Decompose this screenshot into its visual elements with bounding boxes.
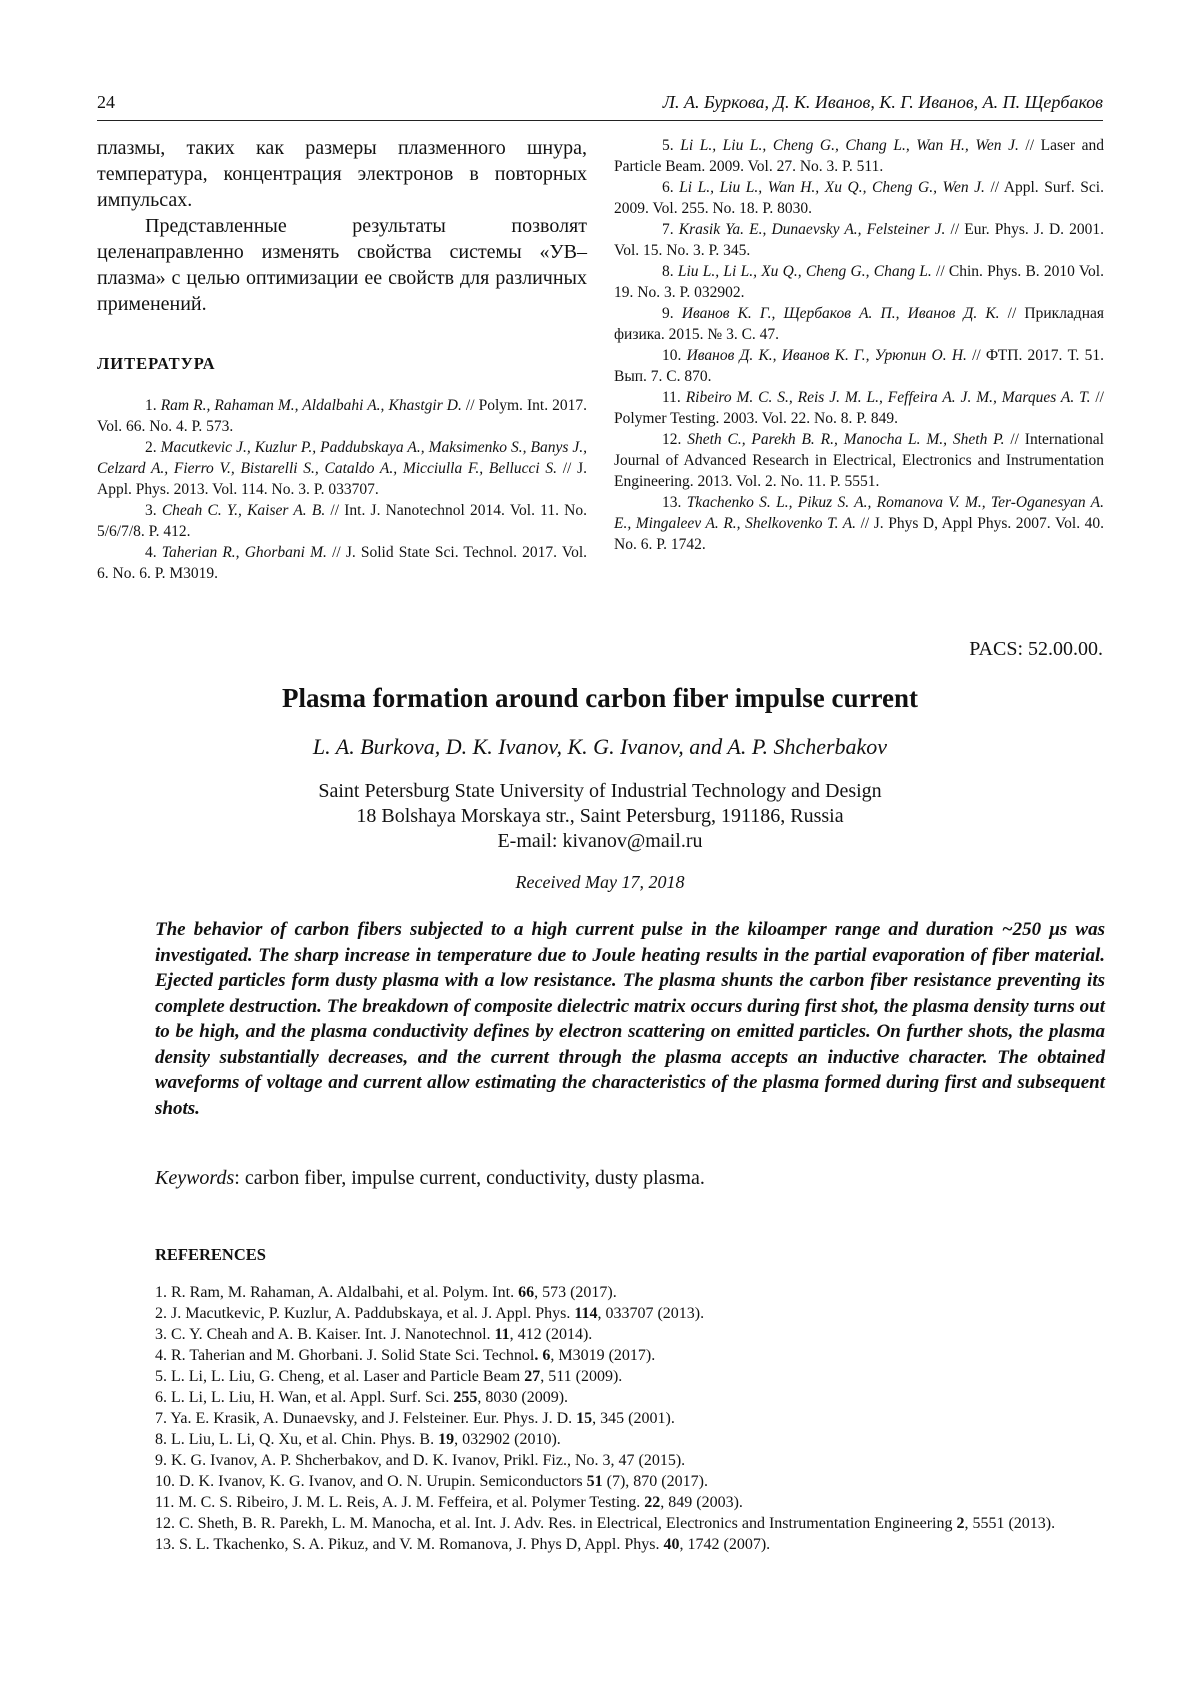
- keywords-text: : carbon fiber, impulse current, conductivity, dusty plasma.: [234, 1167, 705, 1189]
- reference-source: // ФТП. 2017. Т. 51. Вып. 7. С. 870.: [614, 347, 1104, 385]
- reference-en-item: [155, 1408, 1105, 1429]
- reference-pages: , 032902 (2010).: [454, 1431, 561, 1448]
- reference-ru-item: [614, 219, 1104, 261]
- reference-ru-item: [97, 437, 587, 500]
- reference-authors: Macutkevic J., Kuzlur P., Paddubskaya A., Maksimenko S., Banys J., Celzard A., Fierro V., Bistarelli S., Cataldo A., Micciulla F., Bellucci S.: [97, 439, 587, 477]
- reference-pages: , 412 (2014).: [510, 1326, 593, 1343]
- reference-source: // Laser and Particle Beam. 2009. Vol. 27. No. 3. P. 511.: [614, 137, 1104, 175]
- reference-authors: Tkachenko S. L., Pikuz S. A., Romanova V. M., Ter-Oganesyan A. E., Mingaleev A. R., Shelkovenko T. A.: [614, 494, 1104, 532]
- body-paragraph-2: Представленные результаты позволят целенаправленно изменять свойства системы «УВ–плазма» с целью оптимизации ее свойств для различных применений.: [97, 213, 587, 317]
- reference-volume: 114: [574, 1305, 597, 1322]
- reference-number: 1.: [145, 397, 161, 414]
- reference-text: 13. S. L. Tkachenko, S. A. Pikuz, and V. M. Romanova, J. Phys D, Appl. Phys.: [155, 1536, 663, 1553]
- reference-text: 10. D. K. Ivanov, K. G. Ivanov, and O. N. Urupin. Semiconductors: [155, 1473, 587, 1490]
- reference-ru-item: [97, 542, 587, 584]
- reference-source: // J. Appl. Phys. 2013. Vol. 114. No. 3. P. 033707.: [97, 460, 587, 498]
- body-paragraph-1: плазмы, таких как размеры плазменного шнура, температура, концентрация электронов в повторных импульсах.: [97, 135, 587, 213]
- affiliation-line-2: 18 Bolshaya Morskaya str., Saint Petersburg, 191186, Russia: [0, 804, 1200, 829]
- reference-en-item: [155, 1513, 1105, 1534]
- reference-authors: Liu L., Li L., Xu Q., Cheng G., Chang L.: [678, 263, 932, 280]
- reference-text: 5. L. Li, L. Liu, G. Cheng, et al. Laser and Particle Beam: [155, 1368, 524, 1385]
- reference-volume: . 6: [534, 1347, 550, 1364]
- abstract: The behavior of carbon fibers subjected to a high current pulse in the kiloamper range and duration ~250 μs was investigated. The sharp increase in temperature due to Joule heating results in the partial evaporation of fiber material. Ejected particles form dusty plasma with a low resistance. The plasma shunts the carbon fiber resistance preventing its complete destruction. The breakdown of composite dielectric matrix occurs during first shot, the plasma density turns out to be high, and the plasma conductivity defines by electron scattering on emitted particles. On further shots, the plasma density substantially decreases, and the current through the plasma accepts an inductive character. The obtained waveforms of voltage and current allow estimating the characteristics of the plasma formed during first and subsequent shots.: [155, 917, 1105, 1121]
- reference-text: 1. R. Ram, M. Rahaman, A. Aldalbahi, et al. Polym. Int.: [155, 1284, 518, 1301]
- reference-authors: Иванов К. Г., Щербаков А. П., Иванов Д. К.: [682, 305, 1000, 322]
- reference-en-item: [155, 1471, 1105, 1492]
- reference-pages: (7), 870 (2017).: [603, 1473, 708, 1490]
- reference-volume: 51: [587, 1473, 603, 1490]
- reference-volume: 11: [495, 1326, 510, 1343]
- paper-title: Plasma formation around carbon fiber impulse current: [0, 683, 1200, 714]
- reference-number: 2.: [145, 439, 161, 456]
- keywords: [155, 1167, 1105, 1190]
- reference-pages: , 345 (2001).: [592, 1410, 675, 1427]
- reference-en-item: [155, 1429, 1105, 1450]
- paper-authors: L. A. Burkova, D. K. Ivanov, K. G. Ivanov, and A. P. Shcherbakov: [0, 734, 1200, 760]
- reference-en-item: [155, 1534, 1105, 1555]
- reference-pages: , 1742 (2007).: [679, 1536, 770, 1553]
- reference-source: // Polym. Int. 2017. Vol. 66. No. 4. P. 573.: [97, 397, 587, 435]
- reference-ru-item: [97, 500, 587, 542]
- reference-number: 12.: [662, 431, 687, 448]
- reference-text: 7. Ya. E. Krasik, A. Dunaevsky, and J. Felsteiner. Eur. Phys. J. D.: [155, 1410, 576, 1427]
- reference-ru-item: [97, 395, 587, 437]
- reference-volume: 19: [438, 1431, 454, 1448]
- reference-source: // Chin. Phys. B. 2010 Vol. 19. No. 3. P. 032902.: [614, 263, 1104, 301]
- journal-page: [0, 0, 1200, 1698]
- reference-authors: Cheah C. Y., Kaiser A. B.: [162, 502, 325, 519]
- reference-authors: Krasik Ya. E., Dunaevsky A., Felsteiner J.: [679, 221, 946, 238]
- right-column: [614, 135, 1104, 555]
- reference-text: 3. C. Y. Cheah and A. B. Kaiser. Int. J. Nanotechnol.: [155, 1326, 495, 1343]
- reference-en-item: [155, 1366, 1105, 1387]
- reference-en-item: [155, 1450, 1105, 1471]
- reference-number: 5.: [662, 137, 680, 154]
- reference-pages: , M3019 (2017).: [550, 1347, 655, 1364]
- reference-volume: 15: [576, 1410, 592, 1427]
- reference-pages: , 8030 (2009).: [477, 1389, 568, 1406]
- reference-ru-item: [614, 345, 1104, 387]
- reference-pages: , 033707 (2013).: [597, 1305, 704, 1322]
- running-authors: Л. А. Буркова, Д. К. Иванов, К. Г. Иванов, А. П. Щербаков: [663, 92, 1103, 113]
- reference-ru-item: [614, 492, 1104, 555]
- reference-number: 6.: [662, 179, 679, 196]
- reference-number: 11.: [662, 389, 686, 406]
- running-header: [97, 92, 1103, 121]
- reference-en-item: [155, 1492, 1105, 1513]
- reference-number: 10.: [662, 347, 687, 364]
- reference-source: // J. Solid State Sci. Technol. 2017. Vol. 6. No. 6. P. M3019.: [97, 544, 587, 582]
- reference-volume: 40: [663, 1536, 679, 1553]
- literature-heading: ЛИТЕРАТУРА: [97, 351, 587, 377]
- reference-text: 2. J. Macutkevic, P. Kuzlur, A. Paddubskaya, et al. J. Appl. Phys.: [155, 1305, 574, 1322]
- references-en-list: [155, 1282, 1105, 1555]
- reference-text: 4. R. Taherian and M. Ghorbani. J. Solid State Sci. Technol: [155, 1347, 534, 1364]
- left-column: [97, 135, 587, 584]
- reference-en-item: [155, 1324, 1105, 1345]
- reference-number: 7.: [662, 221, 679, 238]
- reference-authors: Ribeiro M. C. S., Reis J. M. L., Feffeira A. J. M., Marques A. T.: [686, 389, 1091, 406]
- reference-ru-item: [614, 303, 1104, 345]
- reference-volume: 22: [644, 1494, 660, 1511]
- reference-en-item: [155, 1303, 1105, 1324]
- reference-number: 8.: [662, 263, 678, 280]
- reference-authors: Taherian R., Ghorbani M.: [162, 544, 327, 561]
- keywords-label: Keywords: [155, 1167, 234, 1189]
- reference-text: 12. C. Sheth, B. R. Parekh, L. M. Manocha, et al. Int. J. Adv. Res. in Electrical, Electronics and Instrumentation Engineering: [155, 1515, 956, 1532]
- reference-volume: 27: [524, 1368, 540, 1385]
- references-ru-list-left: [97, 395, 587, 584]
- reference-source: // Прикладная физика. 2015. № 3. С. 47.: [614, 305, 1104, 343]
- reference-number: 4.: [145, 544, 162, 561]
- reference-pages: , 5551 (2013).: [964, 1515, 1055, 1532]
- reference-en-item: [155, 1387, 1105, 1408]
- reference-source: // Polymer Testing. 2003. Vol. 22. No. 8. P. 849.: [614, 389, 1104, 427]
- reference-source: // Int. J. Nanotechnol 2014. Vol. 11. No. 5/6/7/8. P. 412.: [97, 502, 587, 540]
- reference-authors: Иванов Д. К., Иванов К. Г., Урюпин О. Н.: [687, 347, 967, 364]
- reference-authors: Ram R., Rahaman M., Aldalbahi A., Khastgir D.: [161, 397, 462, 414]
- email: E-mail: kivanov@mail.ru: [0, 829, 1200, 854]
- affiliation: [0, 779, 1200, 854]
- reference-authors: Sheth C., Parekh B. R., Manocha L. M., Sheth P.: [687, 431, 1004, 448]
- reference-ru-item: [614, 387, 1104, 429]
- reference-text: 9. K. G. Ivanov, A. P. Shcherbakov, and D. K. Ivanov, Prikl. Fiz., No. 3, 47 (2015).: [155, 1452, 685, 1469]
- reference-number: 13.: [662, 494, 687, 511]
- reference-volume: 255: [453, 1389, 477, 1406]
- reference-volume: 66: [518, 1284, 534, 1301]
- pacs-code: PACS: 52.00.00.: [969, 638, 1103, 661]
- reference-source: // International Journal of Advanced Research in Electrical, Electronics and Instrumentation Engineering. 2013. Vol. 2. No. 11. P. 5551.: [614, 431, 1104, 490]
- reference-ru-item: [614, 261, 1104, 303]
- reference-ru-item: [614, 135, 1104, 177]
- reference-pages: , 849 (2003).: [660, 1494, 743, 1511]
- reference-source: // Appl. Surf. Sci. 2009. Vol. 255. No. 18. P. 8030.: [614, 179, 1104, 217]
- reference-ru-item: [614, 177, 1104, 219]
- reference-number: 3.: [145, 502, 162, 519]
- references-heading: REFERENCES: [155, 1245, 266, 1265]
- references-ru-list-right: [614, 135, 1104, 555]
- reference-en-item: [155, 1345, 1105, 1366]
- reference-authors: Li L., Liu L., Cheng G., Chang L., Wan H., Wen J.: [680, 137, 1019, 154]
- reference-pages: , 573 (2017).: [534, 1284, 617, 1301]
- reference-text: 11. M. C. S. Ribeiro, J. M. L. Reis, A. J. M. Feffeira, et al. Polymer Testing.: [155, 1494, 644, 1511]
- reference-text: 8. L. Liu, L. Li, Q. Xu, et al. Chin. Phys. B.: [155, 1431, 438, 1448]
- reference-text: 6. L. Li, L. Liu, H. Wan, et al. Appl. Surf. Sci.: [155, 1389, 453, 1406]
- reference-ru-item: [614, 429, 1104, 492]
- reference-en-item: [155, 1282, 1105, 1303]
- page-number: 24: [97, 92, 115, 113]
- affiliation-line-1: Saint Petersburg State University of Industrial Technology and Design: [0, 779, 1200, 804]
- reference-authors: Li L., Liu L., Wan H., Xu Q., Cheng G., Wen J.: [679, 179, 985, 196]
- reference-number: 9.: [662, 305, 682, 322]
- reference-source: // Eur. Phys. J. D. 2001. Vol. 15. No. 3. P. 345.: [614, 221, 1104, 259]
- reference-volume: 2: [956, 1515, 964, 1532]
- reference-pages: , 511 (2009).: [540, 1368, 622, 1385]
- received-date: Received May 17, 2018: [0, 872, 1200, 893]
- reference-source: // J. Phys D, Appl Phys. 2007. Vol. 40. No. 6. P. 1742.: [614, 515, 1104, 553]
